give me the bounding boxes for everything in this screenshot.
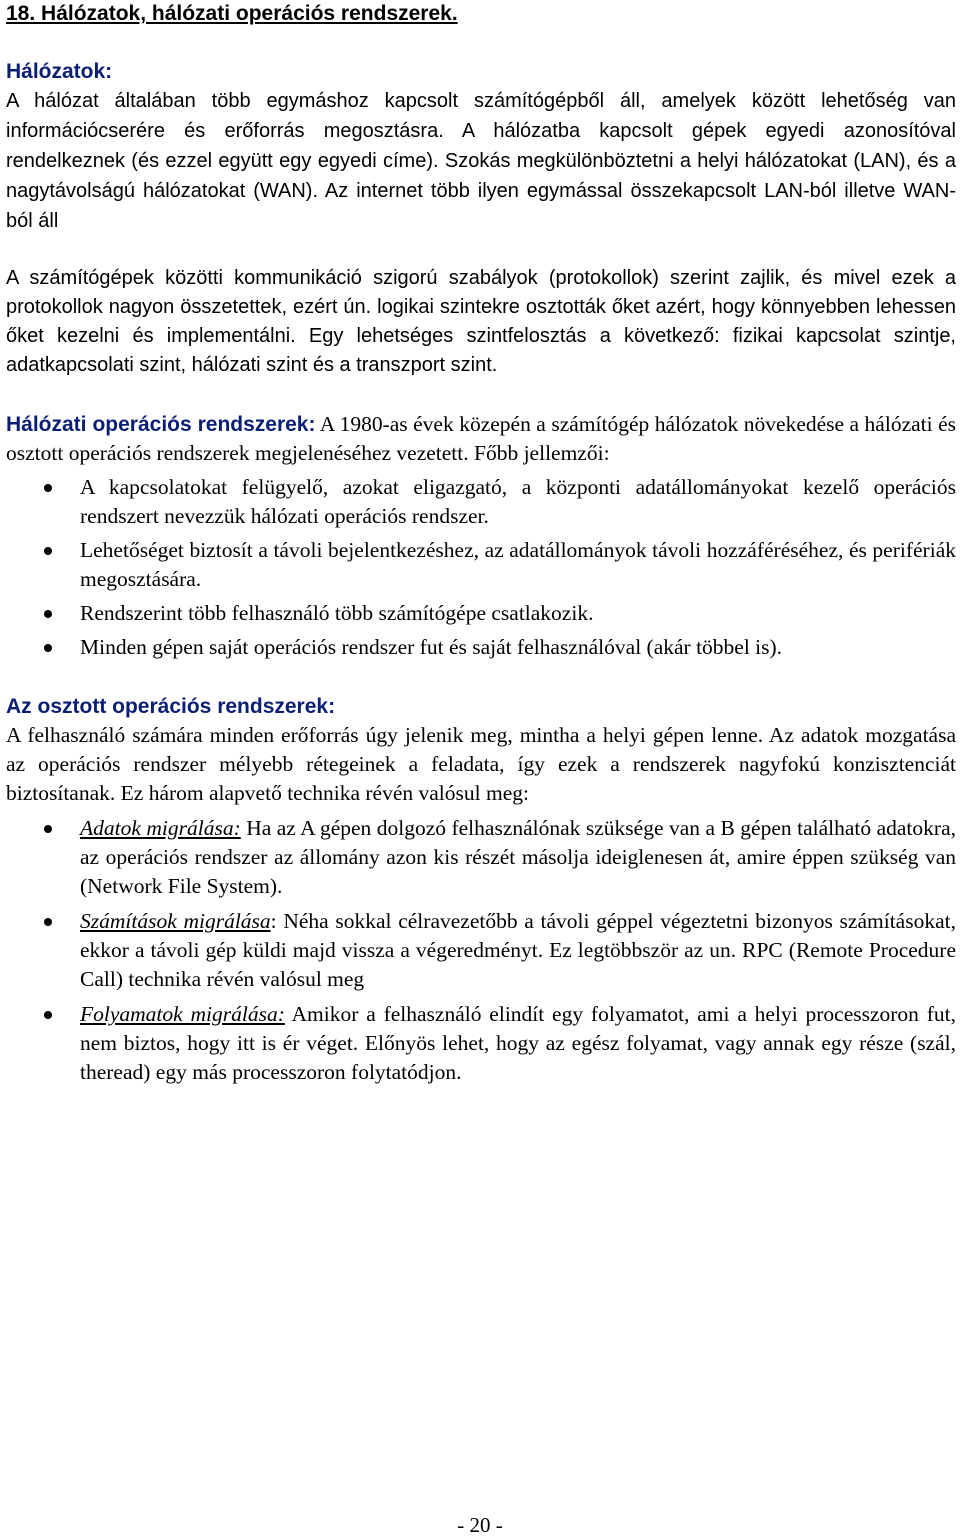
- term-computation-migration: Számítások migrálása: [80, 909, 271, 933]
- network-os-feature-list: [6, 473, 956, 662]
- bullet-icon: [44, 1011, 52, 1019]
- term-process-migration: Folyamatok migrálása:: [80, 1002, 285, 1026]
- section-heading-distributed-os: Az osztott operációs rendszerek:: [6, 695, 336, 718]
- page-number: - 20 -: [457, 1513, 503, 1537]
- list-item-text: Minden gépen saját operációs rendszer fut és saját felhasználóval (akár többel is).: [80, 635, 783, 659]
- list-item-text: Ha az A gépen dolgozó felhasználónak szüksége van a B gépen található adatokra, az operációs rendszer az állomány azon kis részét másolja ideiglenesen át, amire éppen szükség van (Network File System).: [80, 816, 956, 898]
- bullet-icon: [44, 825, 52, 833]
- networks-paragraph-1-text: A hálózat általában több egymáshoz kapcsolt számítógépből áll, amelyek között lehetőség van információcserére és erőforrás megosztásra. A hálózatba kapcsolt gépek egyedi azonosítóval rendelkeznek (és ezzel együtt egy egyedi címe). Szokás megkülönböztetni a helyi hálózatokat (LAN), és a nagytávolságú hálózatokat (WAN). Az internet több ilyen egymással összekapcsolt LAN-ból illetve WAN-ból áll: [6, 90, 956, 232]
- section-network-os: [6, 410, 956, 662]
- list-item-text: Lehetőséget biztosít a távoli bejelentkezéshez, az adatállományok távoli hozzáféréséhez, és perifériák megosztására.: [80, 538, 956, 591]
- networks-paragraph-2: A számítógépek közötti kommunikáció szigorú szabályok (protokollok) szerint zajlik, és mivel ezek a protokollok nagyon összetettek, ezért ún. logikai szintekre osztották őket azért, hogy könnyebben lehessen őket kezelni és implementálni. Egy lehetséges szintfelosztás a következő: fizikai kapcsolat szintje, adatkapcsolati szint, hálózati szint és a transzport szint.: [6, 267, 956, 376]
- section-networks: [6, 57, 956, 236]
- list-item: [6, 599, 956, 628]
- bullet-icon: [44, 547, 52, 555]
- section-distributed-os: [6, 692, 956, 1087]
- term-data-migration: Adatok migrálása:: [80, 816, 241, 840]
- network-os-intro: [6, 410, 956, 468]
- list-item: [6, 814, 956, 901]
- list-item-text: A kapcsolatokat felügyelő, azokat eligazgató, a központi adatállományokat kezelő operációs rendszert nevezzük hálózati operációs rendszer.: [80, 475, 956, 528]
- section-protocols: [6, 264, 956, 380]
- list-item: [6, 633, 956, 662]
- list-item: [6, 473, 956, 531]
- document-body: [6, 0, 956, 1087]
- networks-paragraph-1: [6, 86, 956, 236]
- bullet-icon: [44, 484, 52, 492]
- list-item-text: : Néha sokkal célravezetőbb a távoli géppel végeztetni bizonyos számításokat, ekkor a távoli gép küldi majd vissza a végeredményt. Ez legtöbbször az un. RPC (Remote Procedure Call) technika révén valósul meg: [80, 909, 956, 991]
- list-item: [6, 1000, 956, 1087]
- bullet-icon: [44, 918, 52, 926]
- bullet-icon: [44, 644, 52, 652]
- section-heading-networks: Hálózatok:: [6, 60, 113, 83]
- section-heading-network-os: Hálózati operációs rendszerek:: [6, 413, 316, 436]
- distributed-os-intro: A felhasználó számára minden erőforrás úgy jelenik meg, mintha a helyi gépen lenne. Az adatok mozgatása az operációs rendszer mélyebb rétegeinek a feladata, így ezek a rendszerek nagyfokú konzisztenciát biztosítanak. Ez három alapvető technika révén valósul meg:: [6, 723, 956, 805]
- document-title: 18. Hálózatok, hálózati operációs rendszerek.: [6, 2, 458, 25]
- list-item-text: Amikor a felhasználó elindít egy folyamatot, ami a helyi processzoron fut, nem biztos, hogy itt is ér véget. Előnyös lehet, hogy az egész folyamat, vagy annak egy része (szál, theread) egy más processzoron folytatódjon.: [80, 1002, 957, 1084]
- bullet-icon: [44, 610, 52, 618]
- network-os-intro-text: A 1980-as évek közepén a számítógép hálózatok növekedése a hálózati és osztott operációs rendszerek megjelenéséhez vezetett. Főbb jellemzői:: [6, 412, 956, 465]
- list-item-text: Rendszerint több felhasználó több számítógépe csatlakozik.: [80, 601, 594, 625]
- list-item: [6, 907, 956, 994]
- list-item: [6, 536, 956, 594]
- migration-technique-list: [6, 814, 956, 1087]
